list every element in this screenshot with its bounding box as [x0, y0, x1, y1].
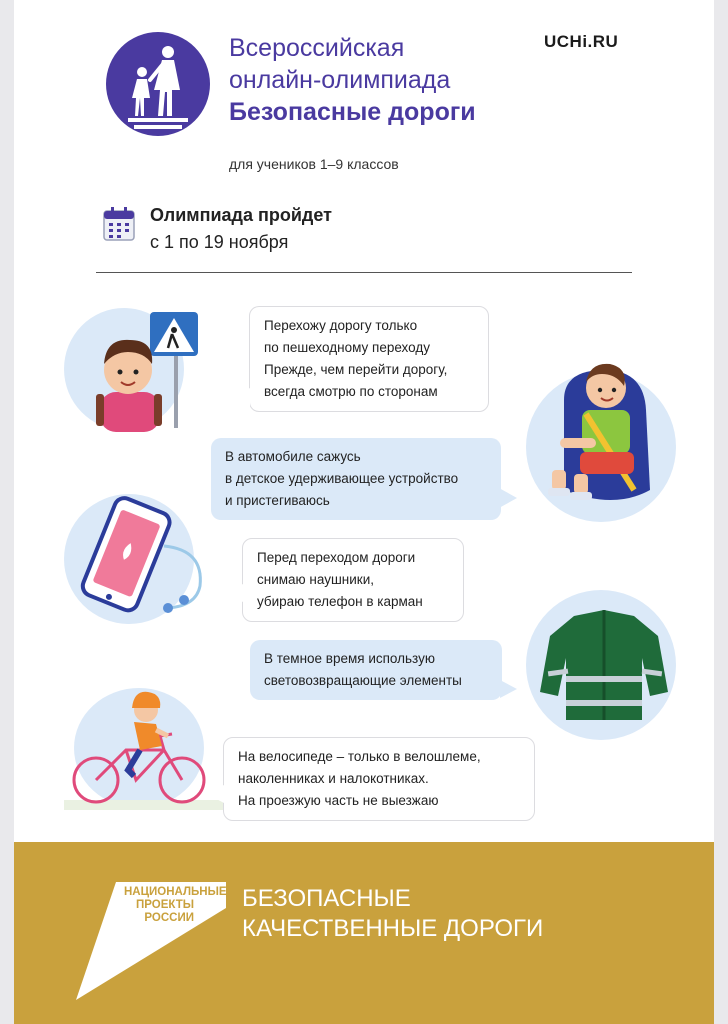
tip-text: убираю телефон в карман: [257, 594, 423, 609]
pedestrians-logo-icon: [106, 32, 210, 136]
tip-text: в детское удерживающее устройство: [225, 471, 459, 486]
footer-title-line-1: БЕЗОПАСНЫЕ: [242, 885, 411, 912]
footer-title-line-2: КАЧЕСТВЕННЫЕ ДОРОГИ: [242, 915, 544, 942]
tip-text: Перехожу дорогу только: [264, 318, 418, 333]
divider: [96, 272, 632, 273]
np-line: РОССИИ: [144, 912, 194, 924]
np-line: ПРОЕКТЫ: [136, 899, 194, 911]
np-line: НАЦИОНАЛЬНЫЕ: [124, 886, 227, 898]
olympiad-title: [229, 32, 476, 128]
title-line-1: Всероссийская: [229, 34, 405, 62]
title-line-2: онлайн-олимпиада: [229, 66, 451, 94]
tip-text: и пристегиваюсь: [225, 493, 330, 508]
tip-text: по пешеходному переходу: [264, 340, 430, 355]
tip-bubble-crossing: [249, 306, 489, 412]
car-seat-illustration: [524, 340, 684, 520]
tip-text: наколенниках и налокотниках.: [238, 771, 429, 786]
jacket-icon: [534, 596, 674, 736]
calendar-icon: [102, 206, 136, 242]
tip-bubble-headphones: [242, 538, 464, 622]
bubble-tail: [232, 388, 250, 408]
boy-crosswalk-illustration: [64, 300, 214, 435]
footer-title: [242, 884, 543, 944]
tip-text: В темное время использую: [264, 651, 435, 666]
brand-logo: UCHi.RU: [544, 32, 619, 51]
phone-illustration: [64, 490, 224, 630]
tip-text: На велосипеде – только в велошлеме,: [238, 749, 481, 764]
tip-text: световозвращающие элементы: [264, 673, 462, 688]
bicycle-illustration: [64, 680, 224, 812]
bubble-tail: [207, 785, 224, 803]
phone-icon: [80, 495, 173, 613]
bubble-tail: [226, 584, 243, 602]
bubble-tail: [500, 680, 517, 698]
tip-bubble-car-seat: [211, 438, 501, 520]
tip-bubble-bicycle: [223, 737, 535, 821]
audience-subtitle: для учеников 1–9 классов: [229, 156, 399, 172]
tip-text: всегда смотрю по сторонам: [264, 384, 438, 399]
national-projects-label: [124, 886, 227, 925]
tip-text: Перед переходом дороги: [257, 550, 416, 565]
schedule-dates: с 1 по 19 ноября: [150, 232, 289, 252]
tip-text: снимаю наушники,: [257, 572, 374, 587]
bubble-tail: [499, 488, 517, 508]
tip-text: Прежде, чем перейти дорогу,: [264, 362, 448, 377]
poster: [14, 0, 714, 1024]
tip-bubble-reflectors: [250, 640, 502, 700]
title-line-3: Безопасные дороги: [229, 98, 476, 126]
tip-text: На проезжую часть не выезжаю: [238, 793, 439, 808]
footer-banner: [14, 842, 714, 1024]
tip-text: В автомобиле сажусь: [225, 449, 361, 464]
schedule-heading: Олимпиада пройдет: [150, 205, 332, 225]
